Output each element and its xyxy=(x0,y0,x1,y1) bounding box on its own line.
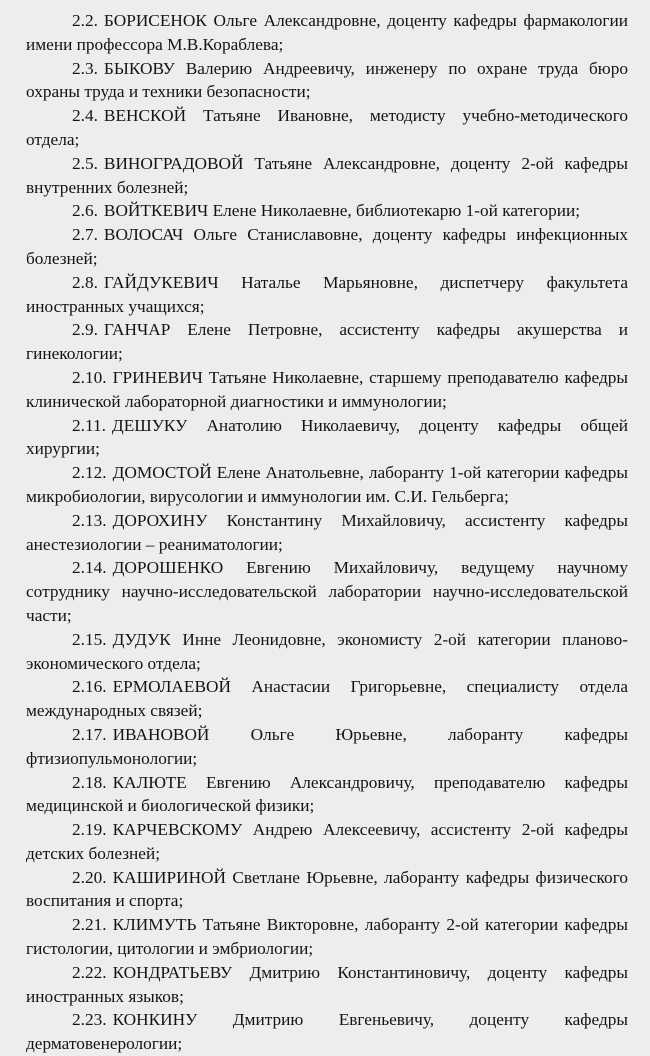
item-number: 2.11. xyxy=(72,415,106,435)
item-number: 2.3. xyxy=(72,58,98,78)
list-item xyxy=(26,271,628,319)
item-text: БЫКОВУ Валерию Андреевичу, инженеру по охране труда бюро охраны труда и техники безопасности; xyxy=(26,58,628,102)
item-text: ДУДУК Инне Леонидовне, экономисту 2-ой категории планово-экономического отдела; xyxy=(26,629,628,673)
item-text: БОРИСЕНОК Ольге Александровне, доценту кафедры фармакологии имени профессора М.В.Кораблева; xyxy=(26,11,628,54)
item-text: КОНКИНУ Дмитрию Евгеньевичу, доценту кафедры дерматовенерологии; xyxy=(26,1010,628,1054)
list-item xyxy=(26,628,628,676)
list-item xyxy=(26,318,628,366)
list-item xyxy=(26,57,628,105)
item-number: 2.7. xyxy=(72,225,98,245)
item-text: КАШИРИНОЙ Светлане Юрьевне, лаборанту кафедры физического воспитания и спорта; xyxy=(26,867,628,911)
item-text: ДОМОСТОЙ Елене Анатольевне, лаборанту 1-ой категории кафедры микробиологии, вирусологии и иммунологии им. С.И. Гельберга; xyxy=(26,463,628,506)
item-text: ДЕШУКУ Анатолию Николаевичу, доценту кафедры общей хирургии; xyxy=(26,415,628,459)
list-item xyxy=(26,152,628,200)
item-number: 2.19. xyxy=(72,820,107,840)
item-text: КОНДРАТЬЕВУ Дмитрию Константиновичу, доценту кафедры иностранных языков; xyxy=(26,962,628,1006)
list-item xyxy=(26,461,628,509)
item-number: 2.8. xyxy=(72,272,98,292)
list-item xyxy=(26,818,628,866)
item-text: ГРИНЕВИЧ Татьяне Николаевне, старшему преподавателю кафедры клинической лабораторной диагностики и иммунологии; xyxy=(26,367,628,411)
list-item xyxy=(26,414,628,462)
item-text: ГАНЧАР Елене Петровне, ассистенту кафедры акушерства и гинекологии; xyxy=(26,320,628,364)
list-item xyxy=(26,104,628,152)
item-number: 2.2. xyxy=(72,11,98,30)
item-text: ДОРОХИНУ Константину Михайловичу, ассистенту кафедры анестезиологии – реаниматологии; xyxy=(26,510,628,554)
item-number: 2.9. xyxy=(72,320,98,340)
list-item xyxy=(26,771,628,819)
item-number: 2.16. xyxy=(72,677,107,697)
list-item xyxy=(26,913,628,961)
list-item xyxy=(26,9,628,57)
item-number: 2.10. xyxy=(72,367,107,387)
item-text: КАЛЮТЕ Евгению Александровичу, преподавателю кафедры медицинской и биологической физики; xyxy=(26,772,628,816)
item-number: 2.6. xyxy=(72,201,98,221)
item-text: КАРЧЕВСКОМУ Андрею Алексеевичу, ассистенту 2-ой кафедры детских болезней; xyxy=(26,820,628,863)
item-number: 2.12. xyxy=(72,463,107,483)
item-number: 2.21. xyxy=(72,915,107,935)
item-number: 2.15. xyxy=(72,629,107,649)
list-item xyxy=(26,509,628,557)
item-number: 2.4. xyxy=(72,106,98,126)
item-text: ГАЙДУКЕВИЧ Наталье Марьяновне, диспетчеру факультета иностранных учащихся; xyxy=(26,272,628,316)
item-number: 2.22. xyxy=(72,962,107,982)
list-item xyxy=(26,366,628,414)
item-number: 2.5. xyxy=(72,153,98,173)
item-text: ДОРОШЕНКО Евгению Михайловичу, ведущему научному сотруднику научно-исследовательской лаборатории научно-исследовательской части; xyxy=(26,558,628,625)
list-item xyxy=(26,866,628,914)
item-text: ВЕНСКОЙ Татьяне Ивановне, методисту учебно-методического отдела; xyxy=(26,106,628,149)
list-item xyxy=(26,556,628,627)
item-number: 2.13. xyxy=(72,510,107,530)
list-item xyxy=(26,223,628,271)
list-item xyxy=(26,199,628,223)
item-number: 2.17. xyxy=(72,724,107,744)
item-number: 2.18. xyxy=(72,772,107,792)
list-item xyxy=(26,961,628,1009)
item-number: 2.20. xyxy=(72,867,107,887)
item-text: ЕРМОЛАЕВОЙ Анастасии Григорьевне, специалисту отдела международных связей; xyxy=(26,677,628,721)
item-number: 2.14. xyxy=(72,558,107,578)
item-text: ВИНОГРАДОВОЙ Татьяне Александровне, доценту 2-ой кафедры внутренних болезней; xyxy=(26,153,628,197)
item-text: ВОЛОСАЧ Ольге Станиславовне, доценту кафедры инфекционных болезней; xyxy=(26,225,628,268)
item-text: ИВАНОВОЙ Ольге Юрьевне, лаборанту кафедры фтизиопульмонологии; xyxy=(26,724,628,768)
item-text: ВОЙТКЕВИЧ Елене Николаевне, библиотекарю 1-ой категории; xyxy=(103,201,581,221)
item-text: КЛИМУТЬ Татьяне Викторовне, лаборанту 2-ой категории кафедры гистологии, цитологии и эмбриологии; xyxy=(26,915,628,959)
list-item xyxy=(26,675,628,723)
list-item xyxy=(26,1008,628,1056)
list-item xyxy=(26,723,628,771)
item-number: 2.23. xyxy=(72,1010,107,1030)
